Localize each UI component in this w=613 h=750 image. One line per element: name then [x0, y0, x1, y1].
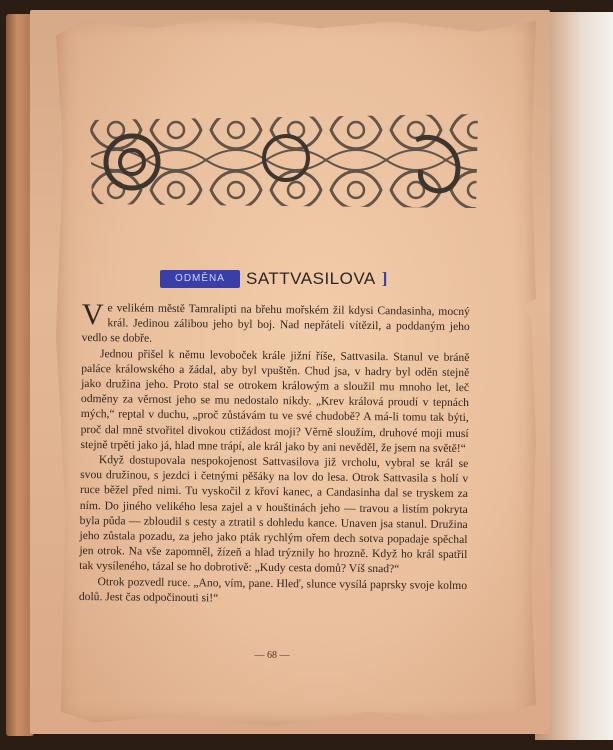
chapter-heading [160, 266, 420, 292]
body-text [79, 300, 470, 608]
paragraph: Ve velikém městě Tamralipti na břehu mořském žil kdysi Candasinha, mocný král. Jedinou zálibou jeho byl boj. Nad nepřáteli vítězil, a poddaným jeho vedlo se dobře. [81, 298, 470, 346]
decorative-ornament [86, 100, 482, 220]
paragraph: Jednou přišel k němu levoboček krále jižní říše, Sattvasila. Stanul ve bráně paláce králowského a žádal, aby byl vpuštěn. Chud jsa, v hadry byl oděn stejně jako družina jeho. Proto stal se otrokem králowým a sloužil mu mnoho let, leč odměny za věrnost jeho se mu nedostalo nikdy. „Krev králová proudí v tepnách mých,“ reptal v duchu, „proč zůstávám tu ve své chudobě? A má-li tomu tak býti, proč dal mně stvořitel divokou ctižádost moji? Věrně sloužím, druhové moji musí stejně trpěti jako já, hlad mne trápí, ale král jako by ani nevěděl, že jsem na světě!“ [80, 346, 470, 455]
ink-stamp: ODMĚNA [160, 270, 240, 288]
drop-cap: V [81, 298, 104, 332]
paragraph: Když dostupovala nespokojenost Sattvasilova již vrcholu, vybral se král se svou družinou, s jezdci i četnými pěšáky na lov do lesa. Otrok Sattvasila s holí v ruce běžel před nimi. Tu vyskočil z křoví kanec, a Candasinha dal se tryskem za ním. Do jiného velikého lesa zajel a v houštinách jeho — travou a listím pokryta byla půda — zbloudil s cesty a ztratil s dohledu kance. Unaven jsa stanul. Družina jeho zůstala pozadu, za jeho jako pták rychlým ořem dech sotva popadaje spěchal jen otrok. Na vše zapomněl, žízeň a hlad trýznily ho hrozně. Když ho král spatřil tak vysíleného, tázal se ho dobrotivě: „Kudy cesta domů? Víš snad?“ [79, 453, 469, 576]
ink-bracket: ] [381, 269, 388, 288]
chapter-title: SATTVASILOVA [246, 269, 376, 288]
page-number: — 68 — [254, 650, 290, 661]
paragraph: Otrok pozvedl ruce. „Ano, vím, pane. Hleď, slunce vysílá paprsky svoje kolmo dolů. Jest čas odpočinouti si!“ [78, 574, 468, 605]
